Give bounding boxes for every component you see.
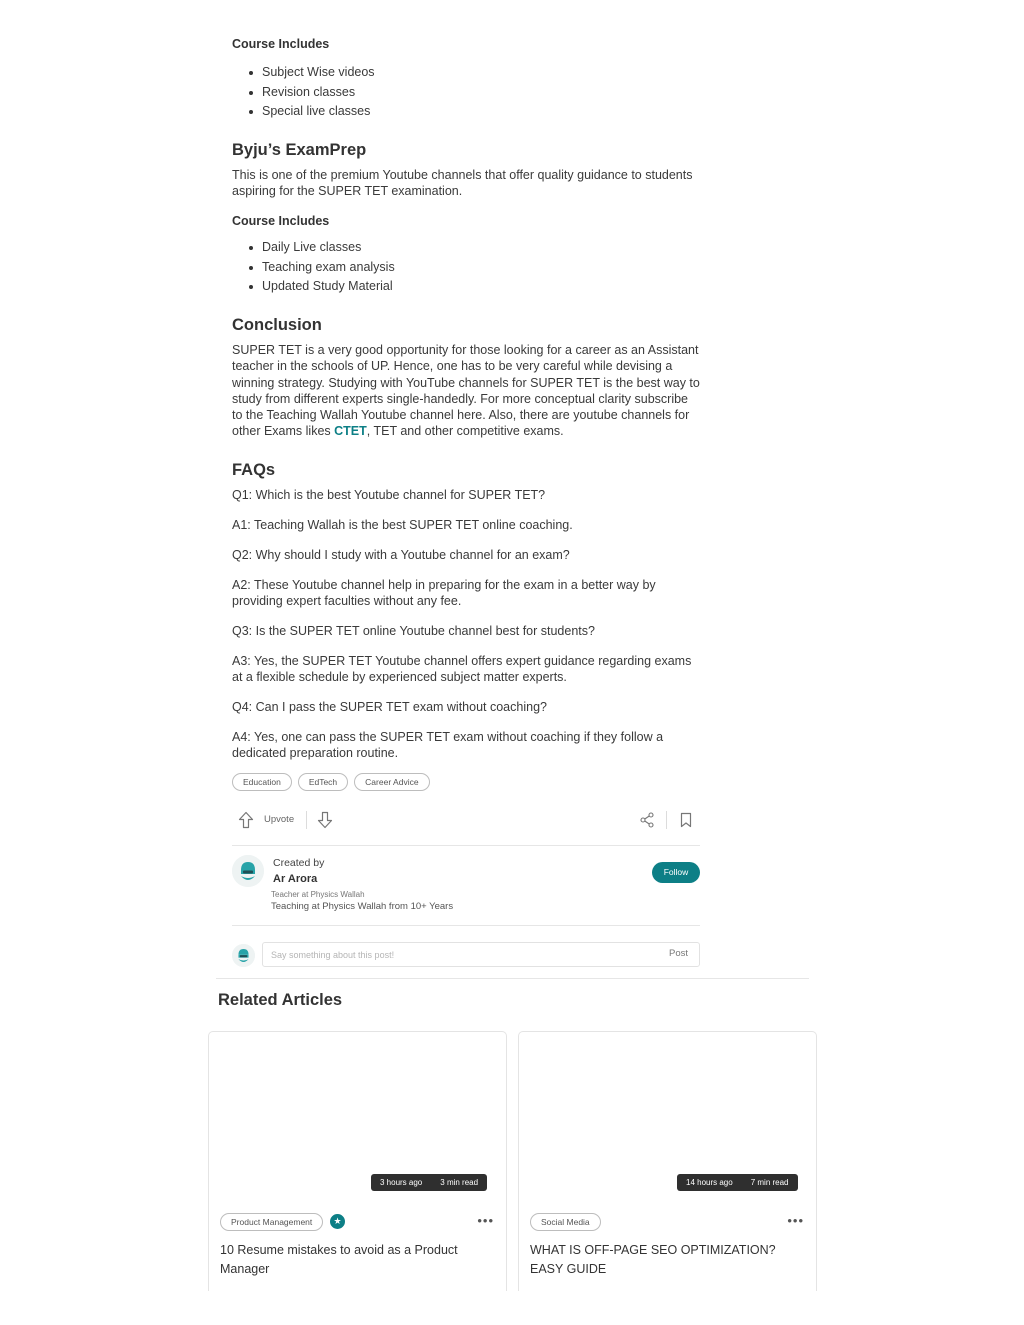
arrow-up-icon[interactable] <box>238 811 254 829</box>
card-title[interactable]: 10 Resume mistakes to avoid as a Product Manager <box>220 1243 458 1276</box>
avatar-icon <box>232 855 264 887</box>
time-ago: 3 hours ago <box>380 1178 423 1187</box>
follow-button[interactable]: Follow <box>652 862 700 883</box>
list-item: Daily Live classes <box>232 238 395 258</box>
divider <box>666 811 667 829</box>
divider <box>232 845 700 846</box>
ctet-link[interactable]: CTET <box>334 424 367 439</box>
author-role: Teacher at Physics Wallah <box>271 890 365 899</box>
tag-list <box>232 773 430 791</box>
card-title[interactable]: WHAT IS OFF-PAGE SEO OPTIMIZATION? EASY GUIDE <box>530 1243 776 1276</box>
author-bio: Teaching at Physics Wallah from 10+ Years <box>271 901 454 912</box>
related-article-card[interactable] <box>208 1031 507 1291</box>
author-name[interactable]: Ar Arora <box>273 873 318 885</box>
avatar-icon <box>232 944 255 967</box>
tag-education[interactable]: Education <box>232 773 292 791</box>
faq-question: Q4: Can I pass the SUPER TET exam without coaching? <box>232 700 547 714</box>
section-title-conclusion: Conclusion <box>232 316 322 334</box>
list-item: Subject Wise videos <box>232 63 375 83</box>
star-badge-icon: ★ <box>330 1214 345 1229</box>
avatar[interactable] <box>232 855 264 887</box>
list-item: Revision classes <box>232 83 375 103</box>
divider <box>216 978 809 979</box>
faq-question: Q1: Which is the best Youtube channel for SUPER TET? <box>232 488 546 502</box>
faq-answer: A2: These Youtube channel help in preparing for the exam in a better way by providing expert faculties without any fee. <box>232 578 656 609</box>
byjus-course-includes-heading: Course Includes <box>232 214 330 228</box>
tag-edtech[interactable]: EdTech <box>298 773 348 791</box>
arrow-down-icon[interactable] <box>317 811 333 829</box>
share-icon[interactable] <box>639 812 655 828</box>
course-includes-heading: Course Includes <box>232 37 330 51</box>
post-action-bar <box>232 806 700 834</box>
comment-input[interactable] <box>263 943 643 966</box>
comment-box <box>262 942 700 967</box>
faq-question: Q2: Why should I study with a Youtube channel for an exam? <box>232 548 570 562</box>
conclusion-text-part: SUPER TET is a very good opportunity for those looking for a career as an Assistant teacher in the schools of UP. Hence, one has to be very careful while devising a winning strategy. Studying with YouTube channels for SUPER TET is the best way to study from different experts single-handedly. For more conceptual clarity subscribe to the Teaching Wallah Youtube channel here. Also, there are youtube channels for other Exams likes <box>232 343 700 439</box>
section-title-byjus: Byju’s ExamPrep <box>232 141 367 159</box>
created-by-label: Created by <box>273 857 325 869</box>
related-article-card[interactable] <box>518 1031 817 1291</box>
list-item: Teaching exam analysis <box>232 258 395 278</box>
divider <box>232 925 700 926</box>
faq-answer: A1: Teaching Wallah is the best SUPER TET online coaching. <box>232 518 573 532</box>
conclusion-text-part: , TET and other competitive exams. <box>366 424 564 439</box>
bookmark-icon[interactable] <box>679 812 693 828</box>
faq-answer: A3: Yes, the SUPER TET Youtube channel offers expert guidance regarding exams at a flexible schedule by experienced subject matter experts. <box>232 654 692 685</box>
card-tag[interactable]: Social Media <box>530 1213 601 1231</box>
comment-composer <box>232 941 700 969</box>
list-item: Updated Study Material <box>232 277 395 297</box>
read-time: 7 min read <box>750 1178 789 1187</box>
upvote-button[interactable]: Upvote <box>264 814 295 825</box>
byjus-course-includes-list <box>232 238 395 297</box>
section-title-faqs: FAQs <box>232 461 276 479</box>
faq-question: Q3: Is the SUPER TET online Youtube channel best for students? <box>232 624 595 638</box>
conclusion-text <box>232 342 700 440</box>
more-options-icon[interactable]: ••• <box>787 1213 804 1228</box>
avatar <box>232 944 255 967</box>
tag-career-advice[interactable]: Career Advice <box>354 773 429 791</box>
article-meta-badge <box>371 1174 487 1191</box>
faq-answer: A4: Yes, one can pass the SUPER TET exam without coaching if they follow a dedicated preparation routine. <box>232 730 664 761</box>
more-options-icon[interactable]: ••• <box>477 1213 494 1228</box>
time-ago: 14 hours ago <box>686 1178 733 1187</box>
card-tag[interactable]: Product Management <box>220 1213 323 1231</box>
article-meta-badge <box>677 1174 798 1191</box>
list-item: Special live classes <box>232 102 375 122</box>
byjus-description: This is one of the premium Youtube channels that offer quality guidance to students aspiring for the SUPER TET examination. <box>232 168 693 199</box>
divider <box>306 811 307 829</box>
related-articles-title: Related Articles <box>218 991 343 1009</box>
course-includes-list <box>232 63 375 122</box>
read-time: 3 min read <box>440 1178 479 1187</box>
post-button[interactable]: Post <box>668 948 688 959</box>
author-card <box>232 855 700 915</box>
